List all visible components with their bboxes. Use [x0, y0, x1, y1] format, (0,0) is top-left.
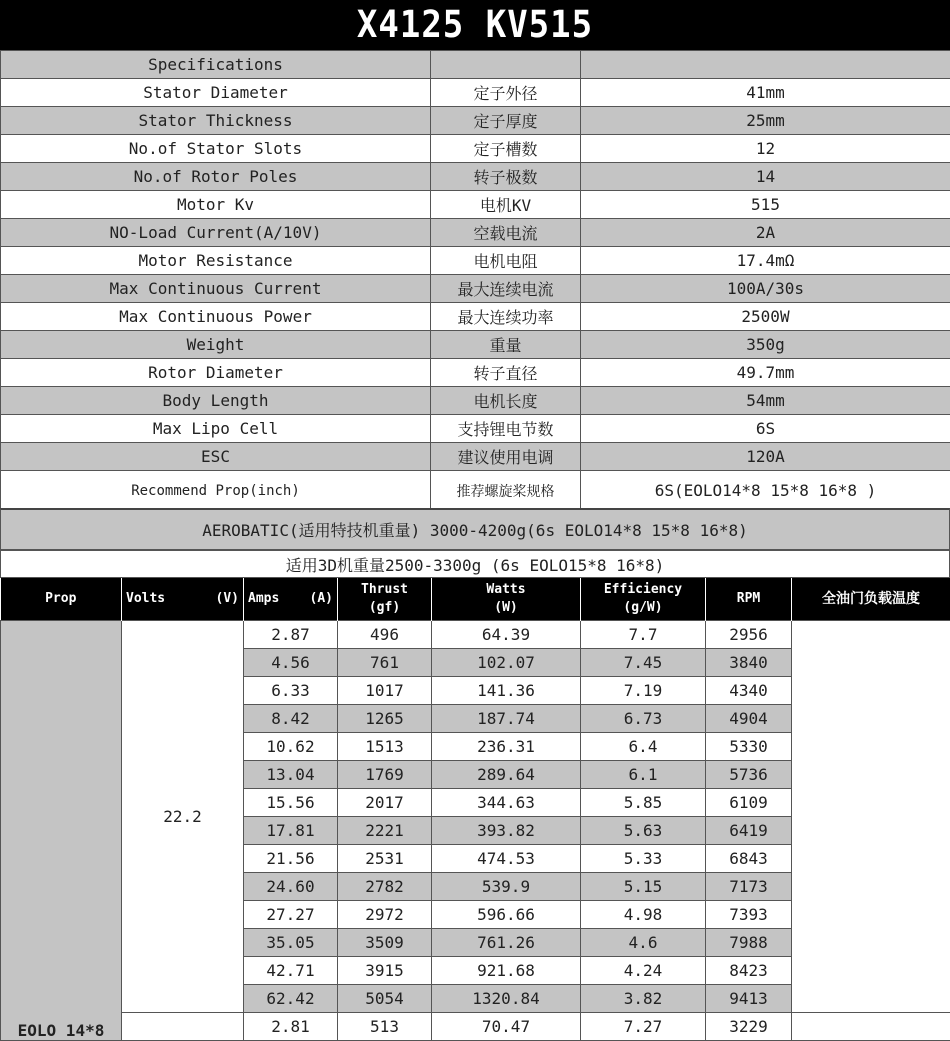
spec-label-en: Motor Kv — [1, 191, 431, 219]
watts-cell: 596.66 — [432, 900, 581, 928]
spec-value: 350g — [581, 331, 950, 359]
col-thrust: Thrust (gf) — [338, 578, 432, 620]
efficiency-cell: 6.4 — [581, 732, 706, 760]
watts-cell: 289.64 — [432, 760, 581, 788]
spec-label-cn: 电机KV — [431, 191, 581, 219]
spec-label-cn: 定子厚度 — [431, 107, 581, 135]
efficiency-cell: 5.33 — [581, 844, 706, 872]
watts-cell: 761.26 — [432, 928, 581, 956]
watts-cell: 102.07 — [432, 648, 581, 676]
watts-cell: 236.31 — [432, 732, 581, 760]
spec-label-cn: 定子外径 — [431, 79, 581, 107]
amps-cell: 15.56 — [244, 788, 338, 816]
thrust-cell: 1017 — [338, 676, 432, 704]
perf-header-row — [1, 578, 950, 620]
amps-cell: 2.81 — [244, 1012, 338, 1040]
rpm-cell: 3229 — [706, 1012, 792, 1040]
thrust-cell: 2221 — [338, 816, 432, 844]
spec-row — [1, 275, 950, 303]
efficiency-cell: 5.85 — [581, 788, 706, 816]
amps-cell: 10.62 — [244, 732, 338, 760]
spec-row — [1, 303, 950, 331]
thrust-cell: 2782 — [338, 872, 432, 900]
spec-row — [1, 191, 950, 219]
efficiency-cell: 7.45 — [581, 648, 706, 676]
amps-cell: 62.42 — [244, 984, 338, 1012]
watts-cell: 187.74 — [432, 704, 581, 732]
thrust-cell: 761 — [338, 648, 432, 676]
spec-label-cn: 电机长度 — [431, 387, 581, 415]
watts-cell: 539.9 — [432, 872, 581, 900]
efficiency-cell: 7.27 — [581, 1012, 706, 1040]
spec-value: 12 — [581, 135, 950, 163]
spec-label-cn: 最大连续电流 — [431, 275, 581, 303]
performance-table — [0, 578, 950, 1041]
amps-cell: 2.87 — [244, 620, 338, 648]
watts-cell: 393.82 — [432, 816, 581, 844]
spec-label-en: No.of Rotor Poles — [1, 163, 431, 191]
spec-header: Specifications — [1, 51, 431, 79]
thrust-cell: 5054 — [338, 984, 432, 1012]
watts-cell: 474.53 — [432, 844, 581, 872]
col-amps: Amps (A) — [244, 578, 338, 620]
spec-label-en: Stator Diameter — [1, 79, 431, 107]
watts-cell: 64.39 — [432, 620, 581, 648]
col-prop: Prop — [1, 578, 122, 620]
amps-cell: 24.60 — [244, 872, 338, 900]
temp-cell — [792, 1012, 950, 1040]
thrust-cell: 2017 — [338, 788, 432, 816]
spec-value: 2500W — [581, 303, 950, 331]
rpm-cell: 8423 — [706, 956, 792, 984]
amps-cell: 8.42 — [244, 704, 338, 732]
rpm-cell: 2956 — [706, 620, 792, 648]
spec-value: 49.7mm — [581, 359, 950, 387]
amps-cell: 42.71 — [244, 956, 338, 984]
col-volts: Volts (V) — [122, 578, 244, 620]
spec-label-en: Motor Resistance — [1, 247, 431, 275]
amps-cell: 35.05 — [244, 928, 338, 956]
thrust-cell: 2972 — [338, 900, 432, 928]
col-watts: Watts (W) — [432, 578, 581, 620]
spec-label-cn: 转子直径 — [431, 359, 581, 387]
watts-cell: 70.47 — [432, 1012, 581, 1040]
thrust-cell: 1265 — [338, 704, 432, 732]
spec-value: 14 — [581, 163, 950, 191]
thrust-cell: 2531 — [338, 844, 432, 872]
spec-value: 6S(EOLO14*8 15*8 16*8 ) — [581, 471, 950, 511]
watts-cell: 141.36 — [432, 676, 581, 704]
amps-cell: 17.81 — [244, 816, 338, 844]
spec-row — [1, 107, 950, 135]
rpm-cell: 6419 — [706, 816, 792, 844]
spec-label-en: Max Continuous Power — [1, 303, 431, 331]
amps-cell: 27.27 — [244, 900, 338, 928]
spec-label-cn: 转子极数 — [431, 163, 581, 191]
rpm-cell: 7988 — [706, 928, 792, 956]
watts-cell: 344.63 — [432, 788, 581, 816]
spec-label-en: Body Length — [1, 387, 431, 415]
spec-label-cn: 空载电流 — [431, 219, 581, 247]
col-efficiency: Efficiency (g/W) — [581, 578, 706, 620]
spec-label-en: NO-Load Current(A/10V) — [1, 219, 431, 247]
spec-label-cn: 建议使用电调 — [431, 443, 581, 471]
amps-cell: 13.04 — [244, 760, 338, 788]
spec-label-en: Rotor Diameter — [1, 359, 431, 387]
thrust-cell: 3915 — [338, 956, 432, 984]
page-title: X4125 KV515 — [0, 0, 950, 53]
spec-label-en: No.of Stator Slots — [1, 135, 431, 163]
efficiency-cell: 5.63 — [581, 816, 706, 844]
rpm-cell: 4340 — [706, 676, 792, 704]
thrust-cell: 1513 — [338, 732, 432, 760]
table-row — [1, 1012, 950, 1040]
rpm-cell: 6843 — [706, 844, 792, 872]
spec-label-en: Max Continuous Current — [1, 275, 431, 303]
spec-row — [1, 219, 950, 247]
efficiency-cell: 4.98 — [581, 900, 706, 928]
spec-value: 25mm — [581, 107, 950, 135]
efficiency-cell: 6.73 — [581, 704, 706, 732]
spec-row — [1, 135, 950, 163]
temp-cell — [792, 620, 950, 1012]
spec-row — [1, 471, 950, 511]
spec-value: 6S — [581, 415, 950, 443]
watts-cell: 1320.84 — [432, 984, 581, 1012]
spec-row — [1, 331, 950, 359]
spec-row — [1, 79, 950, 107]
efficiency-cell: 4.24 — [581, 956, 706, 984]
voltage-cell — [122, 1012, 244, 1040]
spec-label-cn: 重量 — [431, 331, 581, 359]
amps-cell: 6.33 — [244, 676, 338, 704]
spec-label-en: Weight — [1, 331, 431, 359]
spec-row — [1, 359, 950, 387]
spec-value: 2A — [581, 219, 950, 247]
aerobatic-note: AEROBATIC(适用特技机重量) 3000-4200g(6s EOLO14*8 15*8 16*8) — [0, 508, 950, 550]
efficiency-cell: 7.19 — [581, 676, 706, 704]
col-rpm: RPM — [706, 578, 792, 620]
spec-label-en: Max Lipo Cell — [1, 415, 431, 443]
thrust-cell: 3509 — [338, 928, 432, 956]
spec-value: 120A — [581, 443, 950, 471]
rpm-cell: 3840 — [706, 648, 792, 676]
spec-label-cn: 电机电阻 — [431, 247, 581, 275]
spec-value: 54mm — [581, 387, 950, 415]
watts-cell: 921.68 — [432, 956, 581, 984]
thrust-cell: 1769 — [338, 760, 432, 788]
efficiency-cell: 5.15 — [581, 872, 706, 900]
thrust-cell: 513 — [338, 1012, 432, 1040]
spec-value: 41mm — [581, 79, 950, 107]
spec-label-cn: 推荐螺旋桨规格 — [431, 471, 581, 511]
spec-value: 17.4mΩ — [581, 247, 950, 275]
spec-label-en: Recommend Prop(inch) — [1, 471, 431, 511]
amps-cell: 21.56 — [244, 844, 338, 872]
spec-row — [1, 163, 950, 191]
table-row — [1, 620, 950, 648]
spec-row — [1, 387, 950, 415]
prop-cell: EOLO 14*8 — [1, 620, 122, 1040]
spec-row — [1, 415, 950, 443]
col-temp: 全油门负载温度 — [792, 578, 950, 620]
rpm-cell: 9413 — [706, 984, 792, 1012]
spec-label-cn: 最大连续功率 — [431, 303, 581, 331]
efficiency-cell: 4.6 — [581, 928, 706, 956]
spec-row — [1, 443, 950, 471]
rpm-cell: 5330 — [706, 732, 792, 760]
amps-cell: 4.56 — [244, 648, 338, 676]
efficiency-cell: 7.7 — [581, 620, 706, 648]
spec-value: 515 — [581, 191, 950, 219]
rpm-cell: 7393 — [706, 900, 792, 928]
efficiency-cell: 6.1 — [581, 760, 706, 788]
voltage-cell: 22.2 — [122, 620, 244, 1012]
spec-label-en: ESC — [1, 443, 431, 471]
spec-label-en: Stator Thickness — [1, 107, 431, 135]
rpm-cell: 7173 — [706, 872, 792, 900]
efficiency-cell: 3.82 — [581, 984, 706, 1012]
3d-note: 适用3D机重量2500-3300g (6s EOLO15*8 16*8) — [0, 550, 950, 578]
spec-row — [1, 247, 950, 275]
spec-table — [0, 50, 950, 511]
spec-label-cn: 支持锂电节数 — [431, 415, 581, 443]
thrust-cell: 496 — [338, 620, 432, 648]
rpm-cell: 6109 — [706, 788, 792, 816]
rpm-cell: 5736 — [706, 760, 792, 788]
spec-value: 100A/30s — [581, 275, 950, 303]
spec-header-row — [1, 51, 950, 79]
rpm-cell: 4904 — [706, 704, 792, 732]
spec-label-cn: 定子槽数 — [431, 135, 581, 163]
